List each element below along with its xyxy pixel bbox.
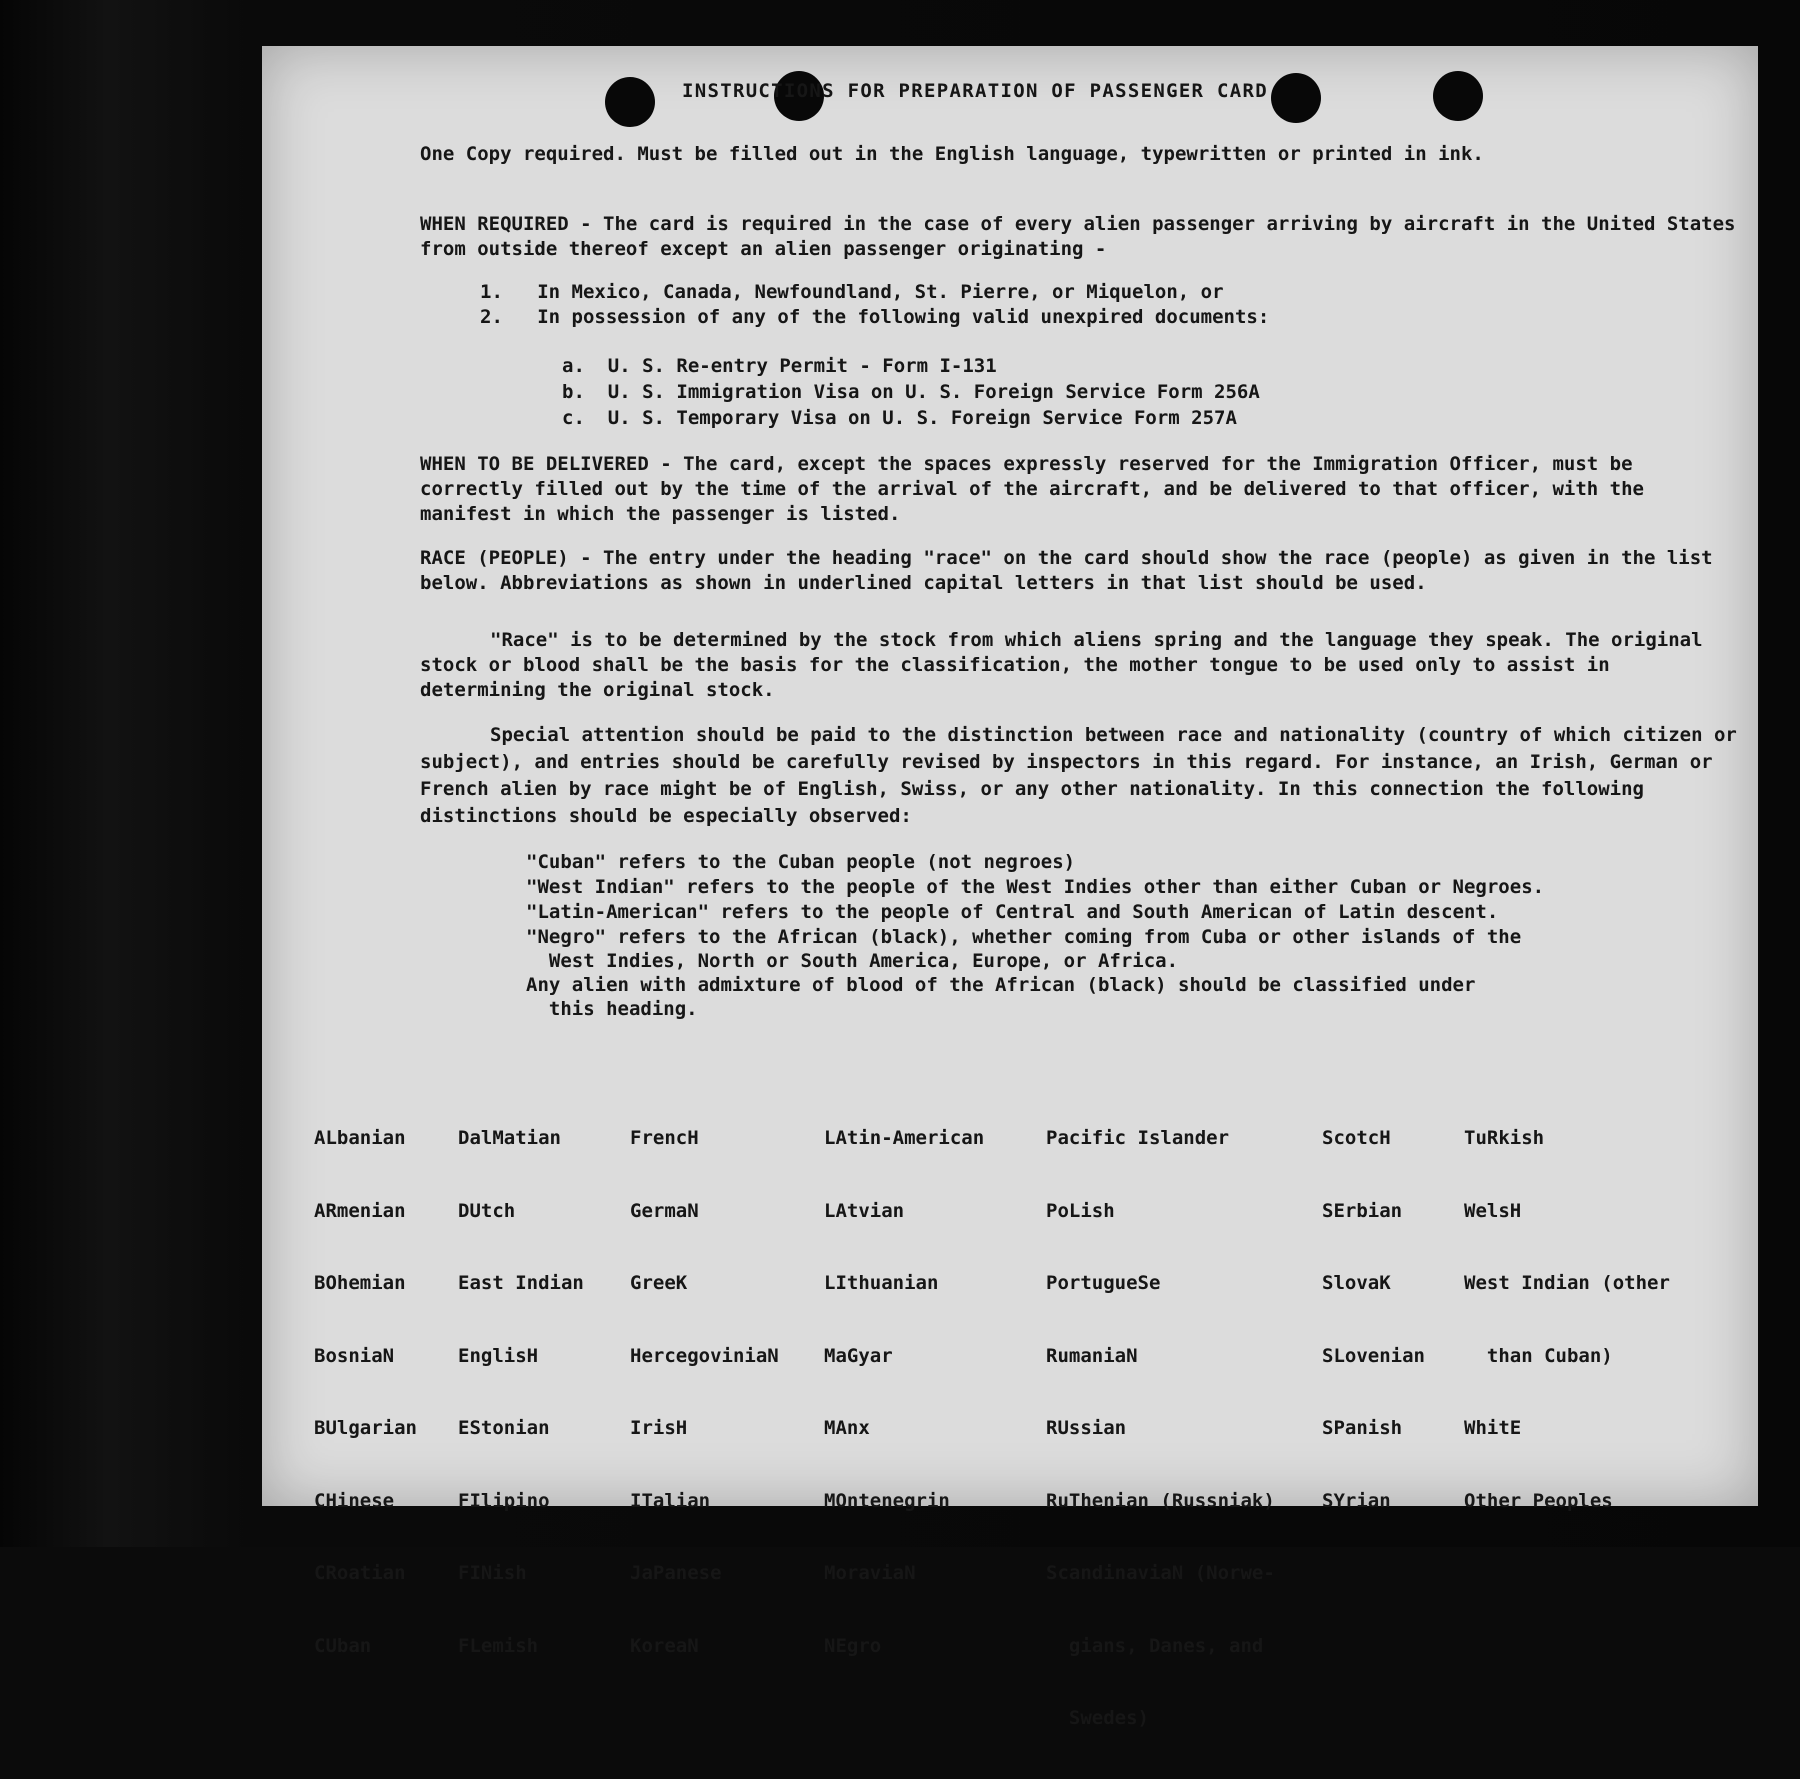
race-list-item: SYrian <box>1322 1489 1391 1512</box>
definition-admixture: Any alien with admixture of blood of the African (black) should be classified under <box>526 974 1476 996</box>
race-list-item: RumaniaN <box>1046 1344 1138 1367</box>
race-list-item: FINish <box>458 1562 527 1584</box>
race-list-item: PoLish <box>1046 1199 1115 1222</box>
race-list-item: EStonian <box>458 1417 550 1439</box>
race-list-item: TuRkish <box>1464 1127 1545 1149</box>
race-list-item: MOntenegrin <box>824 1489 950 1512</box>
race-list-item: ARmenian <box>314 1199 406 1222</box>
race-list-column-1 <box>314 1078 417 1706</box>
race-determined-paragraph: "Race" is to be determined by the stock from which aliens spring and the language they speak. The original stock or blood shall be the basis for the classification, the mother tongue to be used only to assist in determining the original stock. <box>420 629 1703 701</box>
race-list-item: CRoatian <box>314 1562 406 1584</box>
when-required-paragraph: WHEN REQUIRED - The card is required in the case of every alien passenger arriving by aircraft in the United States from outside thereof except an alien passenger originating - <box>420 213 1736 260</box>
race-list-item: ScandinaviaN (Norwe- <box>1046 1562 1275 1584</box>
race-list-item: GermaN <box>630 1199 699 1222</box>
document-item-a: a. U. S. Re-entry Permit - Form I-131 <box>562 355 997 377</box>
intro-paragraph: One Copy required. Must be filled out in the English language, typewritten or printed in ink. <box>420 143 1484 165</box>
race-list-item: gians, Danes, and <box>1046 1634 1264 1657</box>
race-list-item: BOhemian <box>314 1272 406 1294</box>
race-list-item: SPanish <box>1322 1417 1403 1439</box>
race-list-item: EnglisH <box>458 1344 539 1367</box>
race-list-item: BUlgarian <box>314 1417 417 1439</box>
when-delivered-paragraph: WHEN TO BE DELIVERED - The card, except the spaces expressly reserved for the Immigration Officer, must be correctly filled out by the time of the arrival of the aircraft, and be delivered to that officer, with the manifest in which the passenger is listed. <box>420 453 1644 525</box>
race-list-item: FIlipino <box>458 1489 550 1512</box>
race-list-column-6 <box>1322 1078 1425 1561</box>
race-list-item: BosniaN <box>314 1344 395 1367</box>
definition-cuban: "Cuban" refers to the Cuban people (not negroes) <box>526 851 1076 873</box>
race-list-item: DUtch <box>458 1199 516 1222</box>
race-list-item: LIthuanian <box>824 1272 939 1294</box>
race-list-item: than Cuban) <box>1464 1344 1613 1367</box>
race-people-paragraph: RACE (PEOPLE) - The entry under the heading "race" on the card should show the race (people) as given in the list below. Abbreviations as shown in underlined capital letters in that list should be used. <box>420 547 1713 594</box>
race-list-item: West Indian (other <box>1464 1272 1670 1294</box>
race-list-item: ITalian <box>630 1489 711 1512</box>
race-list-column-7 <box>1464 1078 1670 1561</box>
definition-negro: "Negro" refers to the African (black), whether coming from Cuba or other islands of the <box>526 926 1522 948</box>
race-list-item: HercegoviniaN <box>630 1344 779 1367</box>
race-list-item: PortugueSe <box>1046 1272 1161 1294</box>
race-list-item: GreeK <box>630 1272 688 1294</box>
race-list-item: RUssian <box>1046 1417 1127 1439</box>
race-list-column-2 <box>458 1078 584 1706</box>
race-list-item: WelsH <box>1464 1199 1522 1222</box>
race-list-item: FrencH <box>630 1127 699 1149</box>
race-list-item: East Indian <box>458 1272 584 1294</box>
document-item-b: b. U. S. Immigration Visa on U. S. Foreign Service Form 256A <box>562 381 1260 403</box>
definition-west-indian: "West Indian" refers to the people of the West Indies other than either Cuban or Negroes. <box>526 876 1545 898</box>
exception-item-1: 1. In Mexico, Canada, Newfoundland, St. Pierre, or Miquelon, or <box>480 281 1224 303</box>
race-list-item: SlovaK <box>1322 1272 1391 1294</box>
race-list-item: DalMatian <box>458 1127 561 1149</box>
race-list-item: LAtin-American <box>824 1127 985 1149</box>
punch-hole-right-2 <box>1433 71 1483 121</box>
definition-admixture-continued: this heading. <box>526 998 698 1020</box>
special-attention-paragraph: Special attention should be paid to the distinction between race and nationality (country of which citizen or subject), and entries should be carefully revised by inspectors in this regard. For instance, an Irish, German or French alien by race might be of English, Swiss, or any other nationality. In this connection the following distinctions should be especially observed: <box>420 724 1737 827</box>
race-list-item: SErbian <box>1322 1199 1403 1222</box>
race-list-item: ALbanian <box>314 1127 406 1149</box>
race-list-item: NEgro <box>824 1634 882 1657</box>
race-list-item: FLemish <box>458 1634 539 1657</box>
race-list-item: ScotcH <box>1322 1127 1391 1149</box>
race-list-column-3 <box>630 1078 779 1706</box>
race-list-item: MoraviaN <box>824 1562 916 1584</box>
race-list-column-5 <box>1046 1078 1275 1779</box>
race-list-item: MaGyar <box>824 1344 893 1367</box>
race-list-item: CUban <box>314 1634 372 1657</box>
race-list-item: IrisH <box>630 1417 688 1439</box>
race-list-item: WhitE <box>1464 1417 1522 1439</box>
race-list-item: JaPanese <box>630 1562 722 1584</box>
race-list-item: KoreaN <box>630 1634 699 1657</box>
race-list-item: Swedes) <box>1046 1707 1149 1729</box>
race-list-item: Pacific Islander <box>1046 1127 1230 1149</box>
document-heading: INSTRUCTIONS FOR PREPARATION OF PASSENGER CARD <box>682 80 1268 102</box>
definition-latin-american: "Latin-American" refers to the people of Central and South American of Latin descent. <box>526 901 1499 923</box>
document-item-c: c. U. S. Temporary Visa on U. S. Foreign Service Form 257A <box>562 407 1237 429</box>
punch-hole-left <box>605 77 655 127</box>
race-list-item: LAtvian <box>824 1199 905 1222</box>
race-list-item: RuThenian (Russniak) <box>1046 1489 1275 1512</box>
race-list-item: MAnx <box>824 1417 870 1439</box>
race-list-item: SLovenian <box>1322 1344 1425 1367</box>
exception-item-2: 2. In possession of any of the following valid unexpired documents: <box>480 306 1270 328</box>
punch-hole-right-1 <box>1271 73 1321 123</box>
race-list-column-4 <box>824 1078 984 1706</box>
race-list-item: Other Peoples <box>1464 1489 1613 1512</box>
race-list-item: CHinese <box>314 1489 395 1512</box>
definition-negro-continued: West Indies, North or South America, Europe, or Africa. <box>526 950 1179 972</box>
document-page <box>262 46 1758 1729</box>
